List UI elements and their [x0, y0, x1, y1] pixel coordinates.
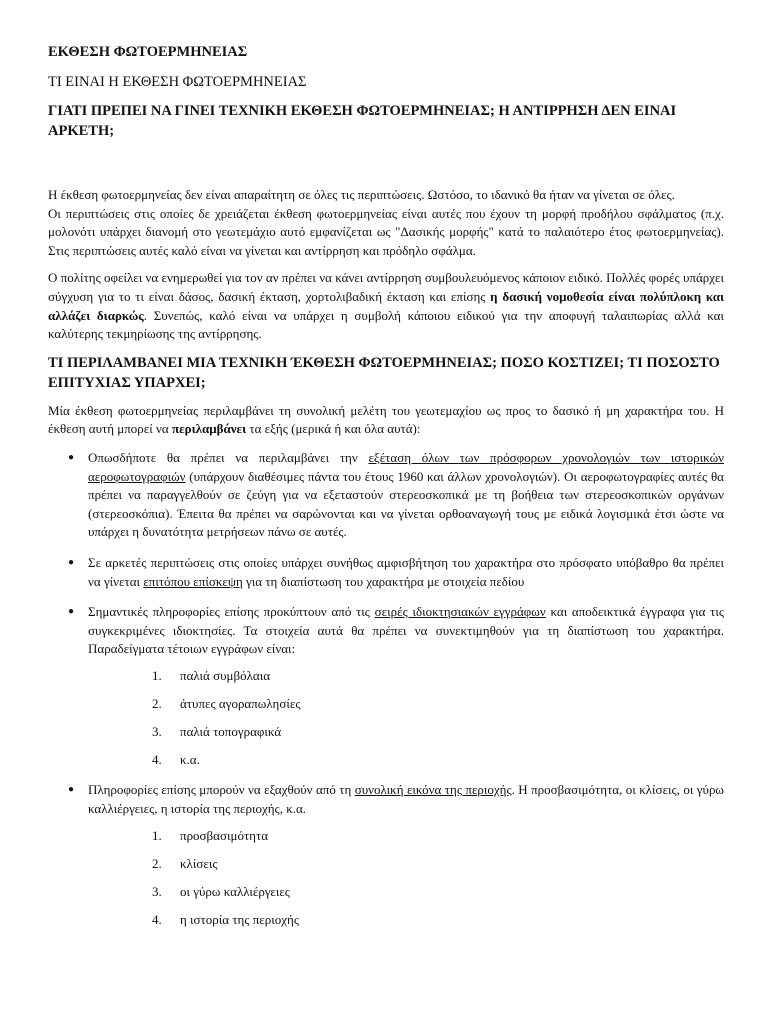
document-title: ΕΚΘΕΣΗ ΦΩΤΟΕΡΜΗΝΕΙΑΣ [48, 44, 248, 60]
list-item: 3. οι γύρω καλλιέργειες [152, 883, 290, 899]
paragraph-advice: Ο πολίτης οφείλει να ενημερωθεί για τον αν πρέπει να κάνει αντίρρηση συμβουλευόμενος κάποιον ειδικό. Πολλές φορές υπάρχει σύγχυση για το τι είναι δάσος, δασική έκταση, χορτολιβαδική έκταση και επίσης η δασική νομοθεσία είναι πολύπλοκη και αλλάζει διαρκώς. Συνεπώς, καλό είναι να υπάρχει η συμβολή κάποιου ειδικού για την αποφυγή ταλαιπωρίας αλλά και καλύτερης τεκμηρίωσης της αντίρρησης. [48, 270, 724, 342]
list-item: ● Πληροφορίες επίσης μπορούν να εξαχθούν από τη συνολική εικόνα της περιοχής. Η προσβασιμότητα, οι κλίσεις, οι γύρω καλλιέργειες, η ιστορία της περιοχής, κ.α. 1. προσβασιμότητα 2. κλίσεις 3. οι γύρω καλλιέργειες 4. η ιστορία της περιοχής [48, 781, 724, 929]
list-item: 4. κ.α. [152, 751, 200, 767]
bullet-list [48, 449, 724, 929]
list-item: 1. παλιά συμβόλαια [152, 667, 271, 683]
bullet-icon: ● [68, 451, 75, 463]
numbered-list-area [88, 827, 724, 930]
bullet-icon: ● [68, 784, 75, 796]
bullet-icon: ● [68, 556, 75, 568]
paragraph-intro: Η έκθεση φωτοερμηνείας δεν είναι απαραίτητη σε όλες τις περιπτώσεις. Ωστόσο, το ιδανικό θα ήταν να γίνεται σε όλες. [48, 187, 675, 202]
list-item: 1. προσβασιμότητα [152, 827, 269, 843]
document-page [48, 40, 724, 941]
list-item: ● Οπωσδήποτε θα πρέπει να περιλαμβάνει την εξέταση όλων των πρόσφορων χρονολογιών των ιστορικών αεροφωτογραφιών (υπάρχουν διαθέσιμες πάντα του έτους 1960 και άλλων χρονολογιών). Οι αεροφωτογραφίες αυτές θα πρέπει να παραγγελθούν σε ζεύγη για να εξεταστούν στερεοσκοπικά με τη βοήθεια των στερεοσκοπικών οργάνων (στερεοσκόπια). Έπειτα θα πρέπει να σαρώνονται και να γίνεται ορθοαναγωγή τους με ειδικά λογισμικά έτσι ώστε να υπάρχει η δυνατότητα μετρήσεων πάνω σε αυτές. [68, 449, 724, 540]
numbered-list-documents [88, 667, 724, 770]
list-item: ● Σε αρκετές περιπτώσεις στις οποίες υπάρχει συνήθως αμφισβήτηση του χαρακτήρα στο πρόσφατο υπόβαθρο θα πρέπει να γίνεται επιτόπου επίσκεψη για τη διαπίστωση του χαρακτήρα με στοιχεία πεδίου [68, 554, 724, 589]
list-item: 2. άτυπες αγοραπωλησίες [152, 695, 301, 711]
list-item: 2. κλίσεις [152, 855, 218, 871]
paragraph-exceptions: Οι περιπτώσεις στις οποίες δε χρειάζεται έκθεση φωτοερμηνείας είναι αυτές που έχουν τη μορφή προδήλου σφάλματος (π.χ. μολονότι υπάρχει διανομή στο γεωτεμάχιο αυτό εμφανίζεται ως "Δασικής μορφής" κατά το παλαιότερο έτος φωτοερμηνείας). Στις περιπτώσεις αυτές καλό είναι να γίνεται και αντίρρηση και πρόδηλο σφάλμα. [48, 205, 724, 258]
section-heading-includes: ΤΙ ΠΕΡΙΛΑΜΒΑΝΕΙ ΜΙΑ ΤΕΧΝΙΚΗ ΈΚΘΕΣΗ ΦΩΤΟΕΡΜΗΝΕΙΑΣ; ΠΟΣΟ ΚΟΣΤΙΖΕΙ; ΤΙ ΠΟΣΟΣΤΟ ΕΠΙΤΥΧΙΑΣ ΥΠΑΡΧΕΙ; [48, 354, 720, 391]
list-item: ● Σημαντικές πληροφορίες επίσης προκύπτουν από τις σειρές ιδιοκτησιακών εγγράφων και αποδεικτικά έγγραφα για τις συγκεκριμένες ιδιοκτησίες. Τα στοιχεία αυτά θα πρέπει να συνεκτιμηθούν για τη διαπίστωση του χαρακτήρα. Παραδείγματα τέτοιων εγγράφων είναι: 1. παλιά συμβόλαια 2. άτυπες αγοραπωλησίες 3. παλιά τοπογραφικά 4. κ.α. [48, 603, 724, 769]
section-heading-why: ΓΙΑΤΙ ΠΡΕΠΕΙ ΝΑ ΓΙΝΕΙ ΤΕΧΝΙΚΗ ΕΚΘΕΣΗ ΦΩΤΟΕΡΜΗΝΕΙΑΣ; Η ΑΝΤΙΡΡΗΣΗ ΔΕΝ ΕΙΝΑΙ ΑΡΚΕΤΗ; [48, 103, 677, 139]
section-heading-what: ΤΙ ΕΙΝΑΙ Η ΕΚΘΕΣΗ ΦΩΤΟΕΡΜΗΝΕΙΑΣ [48, 74, 307, 90]
list-item: 3. παλιά τοπογραφικά [152, 723, 282, 739]
bullet-icon: ● [68, 606, 75, 618]
paragraph-scope: Μία έκθεση φωτοερμηνείας περιλαμβάνει τη συνολική μελέτη του γεωτεμαχίου ως προς το δασικό ή μη χαρακτήρα του. Η έκθεση αυτή μπορεί να περιλαμβάνει τα εξής (μερικά ή και όλα αυτά): [48, 402, 724, 437]
list-item: 4. η ιστορία της περιοχής [152, 911, 299, 927]
